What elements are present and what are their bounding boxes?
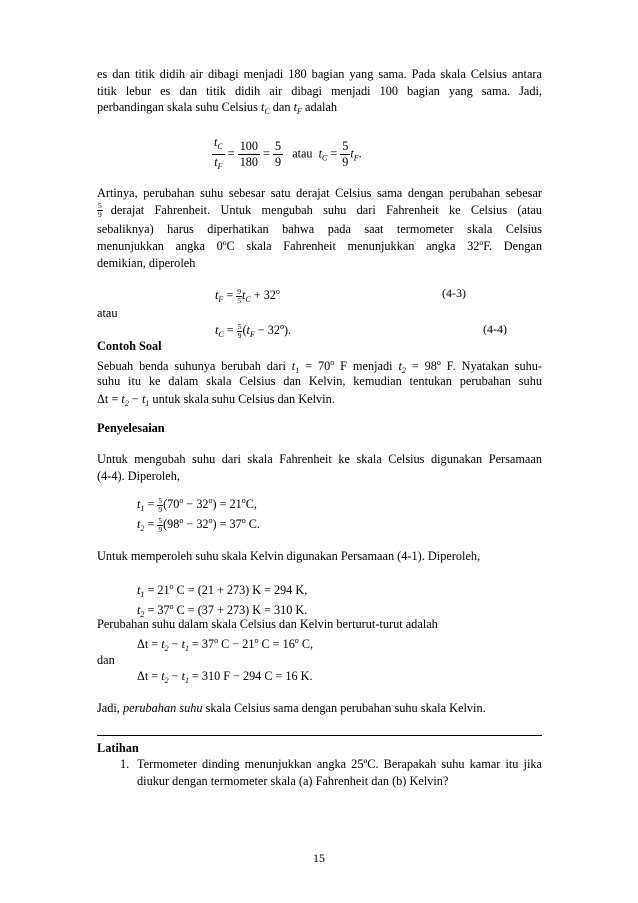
delta-calc-2: $\Delta t = t_2 - t_1 = 310$ F − 294 C = 16 K. — [137, 669, 313, 685]
fraction-tc-tf: $\frac{t_C}{t_F}$ — [214, 135, 223, 171]
atau-line: atau — [97, 306, 118, 320]
para2-line-5: demikian, diperoleh — [97, 255, 196, 270]
para2-line-3: sebaliknya) harus diperhatikan bahwa pada saat termometer skala Celsius — [97, 222, 542, 236]
equation-4-3: $t_F$ = $\frac{9}{5}$ $t_C + 32^o$ — [215, 286, 280, 305]
equation-4-4: $t_C$ = $\frac{5}{9}$ $(t_F - 32^o)$. — [215, 321, 292, 340]
intro-line-1: es dan titik didih air dibagi menjadi 180 bagian yang sama. Pada skala Celsius antara — [97, 67, 542, 81]
fraction-5-9: $\frac{5}{9}$ — [274, 139, 282, 169]
latihan-item-number: 1. — [120, 757, 130, 771]
contoh-soal-heading: Contoh Soal — [97, 339, 162, 353]
conclusion: Jadi, perubahan suhu skala Celsius sama dengan perubahan suhu skala Kelvin. — [97, 701, 486, 715]
equation-ratio: $\frac{t_C}{t_F}$ = $\frac{100}{180}$ = $\frac{5}{9}$ atau $t_C$ = $\frac{5}{9}$ $t_F$. — [212, 135, 362, 174]
delta-calc-1: $\Delta t = t_2 - t_1 = 37^o$ $C - 21^o$ $C = 16^o$ C, — [137, 636, 314, 653]
latihan-item-line-1: Termometer dinding menunjukkan angka 25ºC. Berapakah suhu kamar itu jika — [137, 757, 542, 771]
dan-line: dan — [97, 653, 115, 667]
contoh-line-1: Sebuah benda suhunya berubah dari $t_1 = 70^o$ F menjadi $t_2 = 98^o$ F. Nyatakan suhu- — [97, 358, 542, 375]
celsius-calc-1: $t_1$ = $\frac{5}{9}$ $(70^o - 32^o) = 21^oC$, — [137, 495, 257, 514]
solusi-para1-line-1: Untuk mengubah suhu dari skala Fahrenheit ke skala Celsius digunakan Persamaan — [97, 452, 542, 466]
solusi-para1-line-2: (4-4). Diperoleh, — [97, 468, 180, 483]
para2-line-4: menunjukkan angka 0ºC skala Fahrenheit menunjukkan angka 32ºF. Dengan — [97, 239, 542, 253]
solusi-para2: Untuk memperoleh suhu skala Kelvin digunakan Persamaan (4-1). Diperoleh, — [97, 549, 481, 563]
contoh-line-3: $\Delta t = t_2 - t_1$ untuk skala suhu Celsius dan Kelvin. — [97, 392, 335, 408]
kelvin-calc-1: $t_1 = 21^o$ C = (21 + 273) K = 294 K, — [137, 582, 308, 599]
page-number: 15 — [313, 851, 325, 865]
intro-line-2: titik lebur es dan titik didih air dibagi menjadi 100 bagian yang sama. Jadi, — [97, 83, 542, 98]
celsius-calc-2: $t_2$ = $\frac{5}{9}$ $(98^o - 32^o) = 37^o$ C. — [137, 515, 260, 534]
kelvin-calc-2: $t_2 = 37^o$ C = (37 + 273) K = 310 K. — [137, 602, 308, 619]
para2-line-1: Artinya, perubahan suhu sebesar satu derajat Celsius sama dengan perubahan sebesar — [97, 186, 542, 200]
penyelesaian-heading: Penyelesaian — [97, 421, 165, 435]
fraction-5-9-inline: 5 9 — [98, 201, 102, 219]
equation-label-4-4: (4-4) — [483, 322, 507, 336]
fraction-100-180: $\frac{100}{180}$ — [239, 139, 258, 169]
equation-label-4-3: (4-3) — [442, 286, 466, 300]
latihan-item-line-2: diukur dengan termometer skala (a) Fahrenheit dan (b) Kelvin? — [137, 774, 449, 788]
latihan-heading: Latihan — [97, 741, 139, 755]
para2-line-2: 5 9 derajat Fahrenheit. Untuk mengubah suhu dari Fahrenheit ke Celsius (atau — [98, 201, 542, 219]
contoh-line-2: suhu itu ke dalam skala Celsius dan Kelvin, kemudian tentukan perubahan suhu — [97, 374, 542, 388]
intro-line-3: perbandingan skala suhu Celsius $t_C$ dan $t_F$ adalah — [97, 100, 338, 117]
section-divider — [97, 735, 542, 736]
fraction-5-9-alt: $\frac{5}{9}$ — [342, 139, 349, 169]
solusi-para3: Perubahan suhu dalam skala Celsius dan Kelvin berturut-turut adalah — [97, 617, 438, 631]
